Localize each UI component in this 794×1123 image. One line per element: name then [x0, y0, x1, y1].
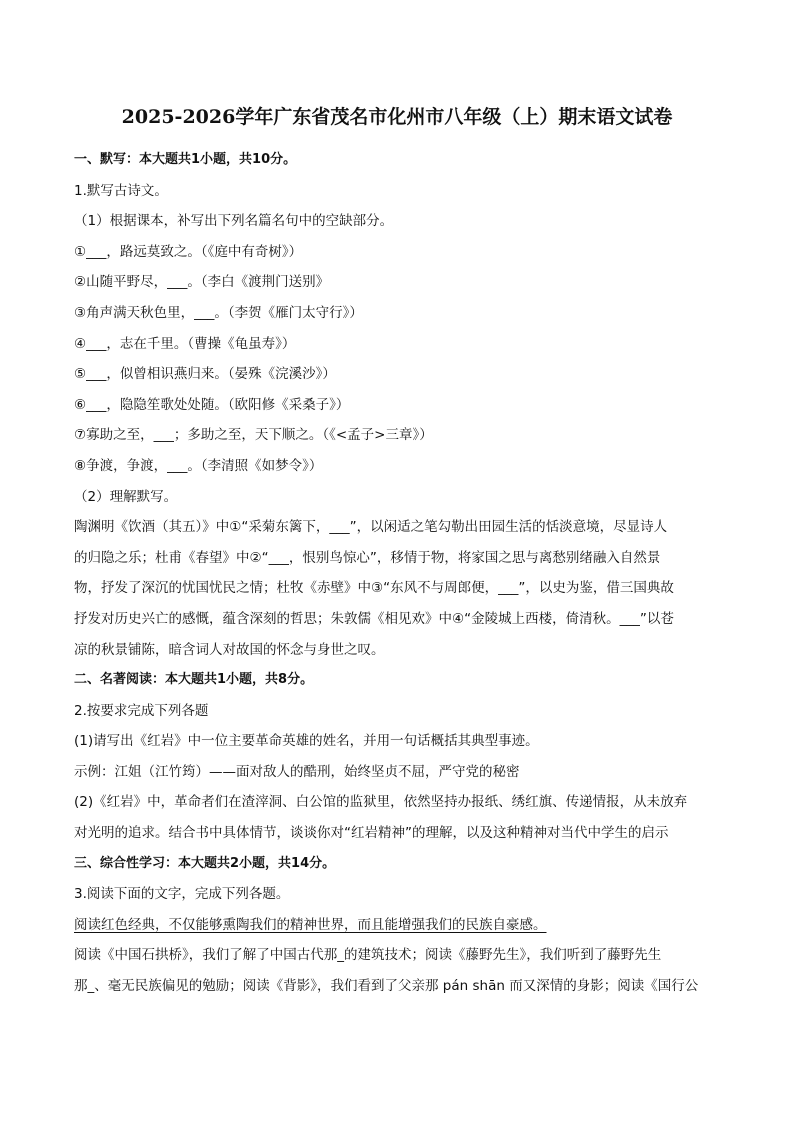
- paragraph-line: 凉的秋景铺陈，暗含词人对故国的怀念与身世之叹。: [74, 641, 385, 658]
- paragraph-line: 陶渊明《饮酒（其五）》中①“采菊东篱下，___”，以闲适之笔勾勒出田园生活的恬淡意境，尽显诗人: [74, 519, 668, 536]
- subquestion-1-1: （1）根据课本，补写出下列名篇名句中的空缺部分。: [74, 213, 394, 230]
- paragraph-line: 抒发对历史兴亡的感慨，蕴含深刻的哲思；朱敦儒《相见欢》中④“金陵城上西楼，倚清秋。___”以苍: [74, 610, 674, 627]
- fill-blank-2: ②山随平野尽，___。（李白《渡荆门送别》: [74, 274, 330, 291]
- fill-blank-1: ①___，路远莫致之。（《庭中有奇树》）: [74, 243, 303, 260]
- paragraph-line: 那_、毫无民族偏见的勉励；阅读《背影》，我们看到了父亲那 pán shān 而又深情的身影；阅读《国行公: [74, 978, 699, 995]
- subquestion-1-2: （2）理解默写。: [74, 488, 178, 505]
- fill-blank-4: ④___，志在千里。（曹操《龟虽寿》）: [74, 335, 296, 352]
- fill-blank-3: ③角声满天秋色里，___。（李贺《雁门太守行》）: [74, 304, 363, 321]
- exam-content: [74, 145, 724, 1002]
- fill-blank-6: ⑥___，隐隐笙歌处处随。（欧阳修《采桑子》）: [74, 396, 350, 413]
- question-2-heading: 2.按要求完成下列各题: [74, 702, 209, 719]
- paragraph-line: 对光明的追求。结合书中具体情节，谈谈你对“红岩精神”的理解，以及这种精神对当代中学生的启示: [74, 825, 669, 842]
- question-1-heading: 1.默写古诗文。: [74, 182, 168, 199]
- section-heading-1: 一、默写：本大题共1小题，共10分。: [74, 152, 297, 167]
- paragraph-line: 的归隐之乐；杜甫《春望》中②“___，恨别鸟惊心”，移情于物，将家国之思与离愁别绪融入自然景: [74, 549, 661, 566]
- underlined-sentence: 阅读红色经典，不仅能够熏陶我们的精神世界，而且能增强我们的民族自豪感。: [74, 916, 547, 933]
- section-heading-2: 二、名著阅读：本大题共1小题，共8分。: [74, 672, 314, 688]
- fill-blank-7: ⑦寡助之至，___；多助之至，天下顺之。（《<孟子>三章》）: [74, 427, 433, 444]
- question-2-example: 示例：江姐（江竹筠）——面对敌人的酷刑，始终坚贞不屈，严守党的秘密: [74, 763, 520, 780]
- paragraph-line: 阅读《中国石拱桥》，我们了解了中国古代那_的建筑技术；阅读《藤野先生》，我们听到了藤野先生: [74, 947, 662, 964]
- question-2-part-2: (2)《红岩》中，革命者们在渣滓洞、白公馆的监狱里，依然坚持办报纸、绣红旗、传递情报，从未放弃: [74, 794, 688, 811]
- fill-blank-5: ⑤___，似曾相识燕归来。（晏殊《浣溪沙》）: [74, 366, 336, 383]
- section-heading-3: 三、综合性学习：本大题共2小题，共14分。: [74, 855, 336, 871]
- fill-blank-8: ⑧争渡，争渡，___。（李清照《如梦令》）: [74, 457, 323, 474]
- paragraph-line: 物，抒发了深沉的忧国忧民之情；杜牧《赤壁》中③“东风不与周郎便，___”，以史为鉴，借三国典故: [74, 580, 674, 597]
- exam-title: 2025-2026学年广东省茂名市化州市八年级（上）期末语文试卷: [121, 106, 673, 128]
- question-2-part-1: (1)请写出《红岩》中一位主要革命英雄的姓名，并用一句话概括其典型事迹。: [74, 733, 539, 750]
- question-3-heading: 3.阅读下面的文字，完成下列各题。: [74, 886, 290, 903]
